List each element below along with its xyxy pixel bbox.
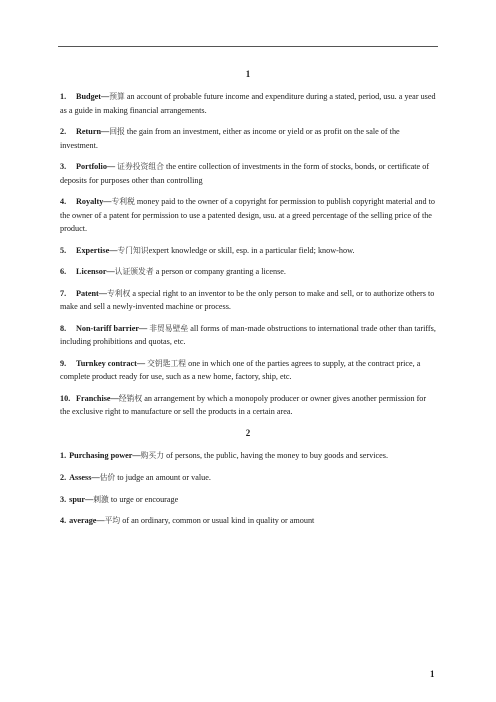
entry-definition: an account of probable future income and expenditure during a stated, period, usu. a year used as a guide in making financial arrangements. <box>60 92 436 115</box>
glossary-entry <box>60 514 436 527</box>
entry-chinese-term: 刺激 <box>93 494 109 504</box>
entry-separator: — <box>101 92 110 102</box>
glossary-entry <box>60 392 436 419</box>
entry-term: Assess <box>69 473 92 482</box>
entry-chinese-term: 专门知识 <box>117 245 149 255</box>
entry-chinese-term: 估价 <box>99 473 116 482</box>
glossary-entry <box>60 493 436 506</box>
entry-chinese-term: 认证颁发者 <box>114 267 154 277</box>
entry-term: Franchise <box>76 394 111 403</box>
entry-term: Budget <box>76 92 102 102</box>
glossary-entry <box>60 357 436 384</box>
entry-definition: expert knowledge or skill, esp. in a particular field; know-how. <box>148 245 355 255</box>
glossary-entry <box>60 195 436 235</box>
entry-definition: all forms of man-made obstructions to international trade other than tariffs, including prohibitions and quotas, etc. <box>60 324 436 347</box>
entry-number: 1. <box>60 451 67 461</box>
glossary-entry <box>60 244 436 257</box>
entry-separator: — <box>110 394 119 403</box>
entry-chinese-term: 回报 <box>109 127 125 137</box>
entry-separator: — <box>132 451 141 461</box>
entry-definition: money paid to the owner of a copyright for permission to publish copyright material and to the owner of a patent for permission to use a patented design, usu. at a greed percentage of the selling price of the product. <box>60 197 436 234</box>
entry-definition: an arrangement by which a monopoly producer or owner gives another permission for the exclusive right to manufacture or sell the products in a certain area. <box>60 394 427 417</box>
entry-number: 4. <box>60 197 67 207</box>
entry-definition: to judge an amount or value. <box>115 473 211 482</box>
entry-number: 4. <box>60 516 67 526</box>
section-2-list <box>60 449 436 527</box>
glossary-entry <box>60 265 436 278</box>
entry-separator: — <box>85 494 94 504</box>
entry-number: 3. <box>60 494 67 504</box>
entry-number: 7. <box>60 289 67 298</box>
glossary-entry <box>60 471 436 484</box>
entry-separator: — <box>106 267 115 277</box>
glossary-entry <box>60 449 436 462</box>
entry-separator: — <box>136 359 148 368</box>
entry-number: 2. <box>60 473 67 482</box>
entry-definition: one in which one of the parties agrees to supply, at the contract price, a complete product ready for use, such as a new home, factory, ship, etc. <box>60 359 421 382</box>
entry-number: 6. <box>60 267 67 277</box>
entry-number: 9. <box>60 359 67 368</box>
entry-chinese-term: 平均 <box>104 516 121 526</box>
section-1-heading: 1 <box>245 69 251 79</box>
entry-term: Licensor <box>76 267 107 277</box>
section-2-heading: 2 <box>245 428 251 438</box>
glossary-entry <box>60 160 436 187</box>
entry-number: 3. <box>60 162 67 172</box>
entry-term: Return <box>76 127 102 137</box>
entry-definition: of an ordinary, common or usual kind in quality or amount <box>120 516 315 526</box>
glossary-entry <box>60 322 436 349</box>
entry-definition: the entire collection of investments in the form of stocks, bonds, or certificate of deposits for purposes other than controlling <box>60 162 430 185</box>
entry-term: Turnkey contract <box>76 359 137 368</box>
entry-chinese-term: 专利税 <box>111 197 135 207</box>
entry-separator: — <box>96 516 105 526</box>
entry-chinese-term: 购买力 <box>140 451 165 461</box>
entry-chinese-term: 专利权 <box>106 289 131 298</box>
entry-number: 8. <box>60 324 67 333</box>
entry-separator: — <box>109 245 118 255</box>
glossary-entry <box>60 90 436 117</box>
entry-definition: a special right to an inventor to be the only person to make and sell, or to authorize others to make and sell a newly-invented machine or process. <box>60 289 435 312</box>
entry-term: average <box>69 516 97 526</box>
entry-term: Expertise <box>76 245 110 255</box>
page-number: 1 <box>430 669 435 679</box>
entry-separator: — <box>101 127 110 137</box>
entry-number: 5. <box>60 245 67 255</box>
entry-number: 10. <box>60 394 71 403</box>
entry-term: Royalty <box>76 197 104 207</box>
entry-definition: a person or company granting a license. <box>153 267 286 277</box>
entry-chinese-term: 经销权 <box>118 394 143 403</box>
entry-definition: the gain from an investment, either as income or yield or as profit on the sale of the investment. <box>60 127 400 150</box>
entry-chinese-term: 预算 <box>109 92 125 102</box>
entry-separator: — <box>91 473 100 482</box>
document-body <box>60 68 436 536</box>
entry-chinese-term: 交钥匙工程 <box>147 359 187 368</box>
entry-term: Purchasing power <box>69 451 133 461</box>
entry-definition: to urge or encourage <box>108 494 179 504</box>
entry-term: Patent <box>76 289 99 298</box>
header-rule <box>58 46 438 47</box>
glossary-entry <box>60 125 436 152</box>
entry-separator: — <box>98 289 107 298</box>
entry-number: 1. <box>60 92 67 102</box>
entry-separator: — <box>103 197 112 207</box>
entry-term: spur <box>69 494 86 504</box>
entry-term: Portfolio <box>76 162 107 172</box>
entry-definition: of persons, the public, having the money to buy goods and services. <box>164 451 389 461</box>
glossary-entry <box>60 287 436 314</box>
entry-separator: — <box>138 324 150 333</box>
entry-number: 2. <box>60 127 67 137</box>
entry-term: Non-tariff barrier <box>76 324 139 333</box>
entry-chinese-term: 非贸易壁垒 <box>149 324 189 333</box>
entry-separator: — <box>106 162 118 172</box>
entry-chinese-term: 证券投资组合 <box>117 162 164 172</box>
section-1-list <box>60 90 436 418</box>
